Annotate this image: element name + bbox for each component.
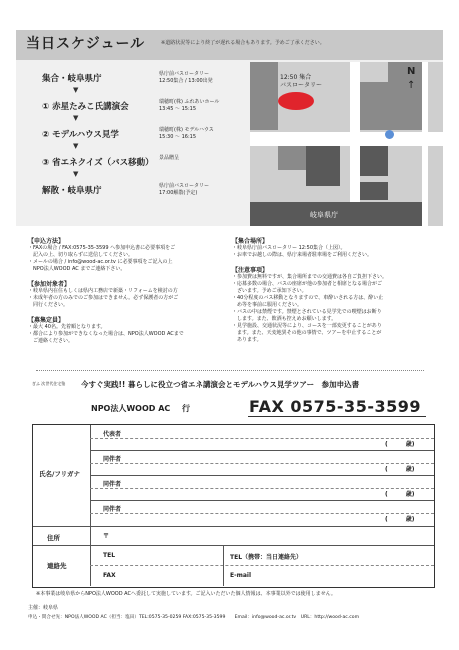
organizer: 主催：岐阜県 bbox=[28, 605, 59, 611]
section-title: 【申込方法】 bbox=[28, 238, 65, 245]
section-title: 【募集定員】 bbox=[28, 317, 65, 324]
contact-label: 連絡先 bbox=[47, 562, 67, 570]
age-field[interactable]: ( 歳) bbox=[385, 491, 415, 498]
north-arrow-icon: ↑ bbox=[407, 80, 416, 91]
meeting-point-label: 12:50 集合 バスロータリー bbox=[280, 74, 323, 89]
application-form-table bbox=[32, 424, 435, 588]
schedule-arrow-icon: ▼ bbox=[73, 114, 79, 122]
schedule-item-label: 解散・岐阜県庁 bbox=[42, 186, 102, 196]
schedule-item-place: 県庁前バスロータリー 12:50集合 / 13:00出発 bbox=[159, 71, 213, 84]
schedule-item-label: ② モデルハウス見学 bbox=[42, 130, 119, 140]
companion-name-field[interactable]: 同伴者 bbox=[103, 481, 122, 488]
section-title: 【参加対象者】 bbox=[28, 281, 71, 288]
representative-name-field[interactable]: 代表者 bbox=[103, 431, 122, 438]
email-field[interactable]: E-mail bbox=[230, 572, 252, 579]
tel-field[interactable]: TEL bbox=[103, 552, 116, 559]
address-label: 住所 bbox=[47, 534, 60, 542]
schedule-item-label: 集合・岐阜県庁 bbox=[42, 74, 102, 84]
meeting-point-marker bbox=[278, 92, 314, 110]
section-body: ・岐阜県内在住もしくは県内工務店で新築・リフォームを検討の方 ・未成年者の方のみでのご参加はできません。必ず保護者の方がご 同行ください。 bbox=[28, 288, 179, 308]
schedule-arrow-icon: ▼ bbox=[73, 170, 79, 178]
form-brand: ぎふ 次世代住宅塾 bbox=[32, 381, 66, 386]
age-field[interactable]: ( 歳) bbox=[385, 466, 415, 473]
name-label: 氏名/フリガナ bbox=[39, 470, 81, 478]
prefecture-office-label: 岐阜県庁 bbox=[310, 211, 338, 219]
schedule-item-place: 瑞穂町(株) ふれあいホール 13:45 ～ 15:15 bbox=[159, 99, 220, 112]
mobile-tel-field[interactable]: TEL（携帯：当日連絡先） bbox=[230, 554, 303, 561]
schedule-item-place: 県庁前バスロータリー 17:00解散(予定) bbox=[159, 183, 210, 196]
schedule-item-place: 景品贈呈 bbox=[159, 155, 180, 161]
schedule-header bbox=[16, 30, 443, 60]
contact-info: 申込・問合せ先：NPO法人WOOD AC（担当：塩田）TEL:0575-35-0259 FAX:0575-35-3599 Email：info@wood-ac.or.tv URL：http://wood-ac.com bbox=[28, 615, 360, 620]
fax-underline bbox=[248, 416, 426, 417]
cut-line bbox=[36, 370, 424, 371]
section-body: ・岐阜県庁前バスロータリー 12:50集合（上図）。 ・お車でお越しの際は、県庁来場者駐車場をご利用ください。 bbox=[232, 245, 373, 258]
privacy-note: ※本事業は岐阜県からNPO法人WOOD ACへ委託して実施しています。ご記入いただいた個人情報は、本事業以外では使用しません。 bbox=[36, 591, 336, 597]
schedule-item-label: ③ 省エネクイズ（バス移動） bbox=[42, 158, 154, 168]
schedule-item-label: ① 赤星たみこ氏講演会 bbox=[42, 102, 129, 112]
postal-field[interactable]: 〒 bbox=[103, 533, 110, 540]
schedule-item-place: 瑞穂町(株) モデルハウス 15:30 ～ 16:15 bbox=[159, 127, 214, 140]
section-body: ・FAXの場合 / FAX:0575-35-3599 へ参加申込書に必要事項をご 記入の上、切り取らずに送信してください。 ・メールの場合 / info@wood-ac.or.tv に必要事項をご記入の上 NPO法人WOOD AC までご連絡下さい。 bbox=[28, 245, 176, 272]
age-field[interactable]: ( 歳) bbox=[385, 441, 415, 448]
schedule-arrow-icon: ▼ bbox=[73, 142, 79, 150]
fax-number: FAX 0575-35-3599 bbox=[249, 397, 421, 416]
companion-name-field[interactable]: 同伴者 bbox=[103, 456, 122, 463]
recipient-org: NPO法人WOOD AC bbox=[91, 404, 171, 413]
section-title: 【注意事項】 bbox=[232, 267, 269, 274]
form-title: 今すぐ実践!! 暮らしに役立つ省エネ講演会とモデルハウス見学ツアー 参加申込書 bbox=[81, 380, 360, 389]
section-title: 【集合場所】 bbox=[232, 238, 269, 245]
venue-map bbox=[250, 62, 443, 226]
north-label: N bbox=[407, 66, 416, 77]
schedule-title: 当日スケジュール bbox=[26, 36, 146, 52]
landmark-dot bbox=[385, 130, 394, 139]
schedule-arrow-icon: ▼ bbox=[73, 86, 79, 94]
companion-name-field[interactable]: 同伴者 bbox=[103, 506, 122, 513]
fax-field[interactable]: FAX bbox=[103, 572, 116, 579]
section-body: ・最大 40名。先着順となります。 ・都合により参加ができなくなった場合は、NPO法人WOOD ACまで ご連絡ください。 bbox=[28, 324, 184, 344]
schedule-note: ※道路状況等により終了が遅れる場合もあります。予めご了承ください。 bbox=[161, 40, 325, 46]
age-field[interactable]: ( 歳) bbox=[385, 516, 415, 523]
recipient-suffix: 行 bbox=[182, 404, 190, 413]
section-body: ・参加費は無料ですが、集合場所までの交通費は各自ご負担下さい。 ・応募多数の場合、バスの座席が他の参加者と相席となる場合がご ざいます。予めご承知下さい。 ・40分程度のバス移動となりますので、車酔いされる方は、酔い止 め等を事前に服用ください。 ・バスの中は禁煙です。禁煙とされている見学先での喫煙はお断り します。また、飲酒も控えめお願いします。 ・見学施設、交通状況等により、コースを一部変更することがあり ます。また、天変地異その他の事情で、ツアーを中止することが あります。 bbox=[232, 274, 388, 343]
